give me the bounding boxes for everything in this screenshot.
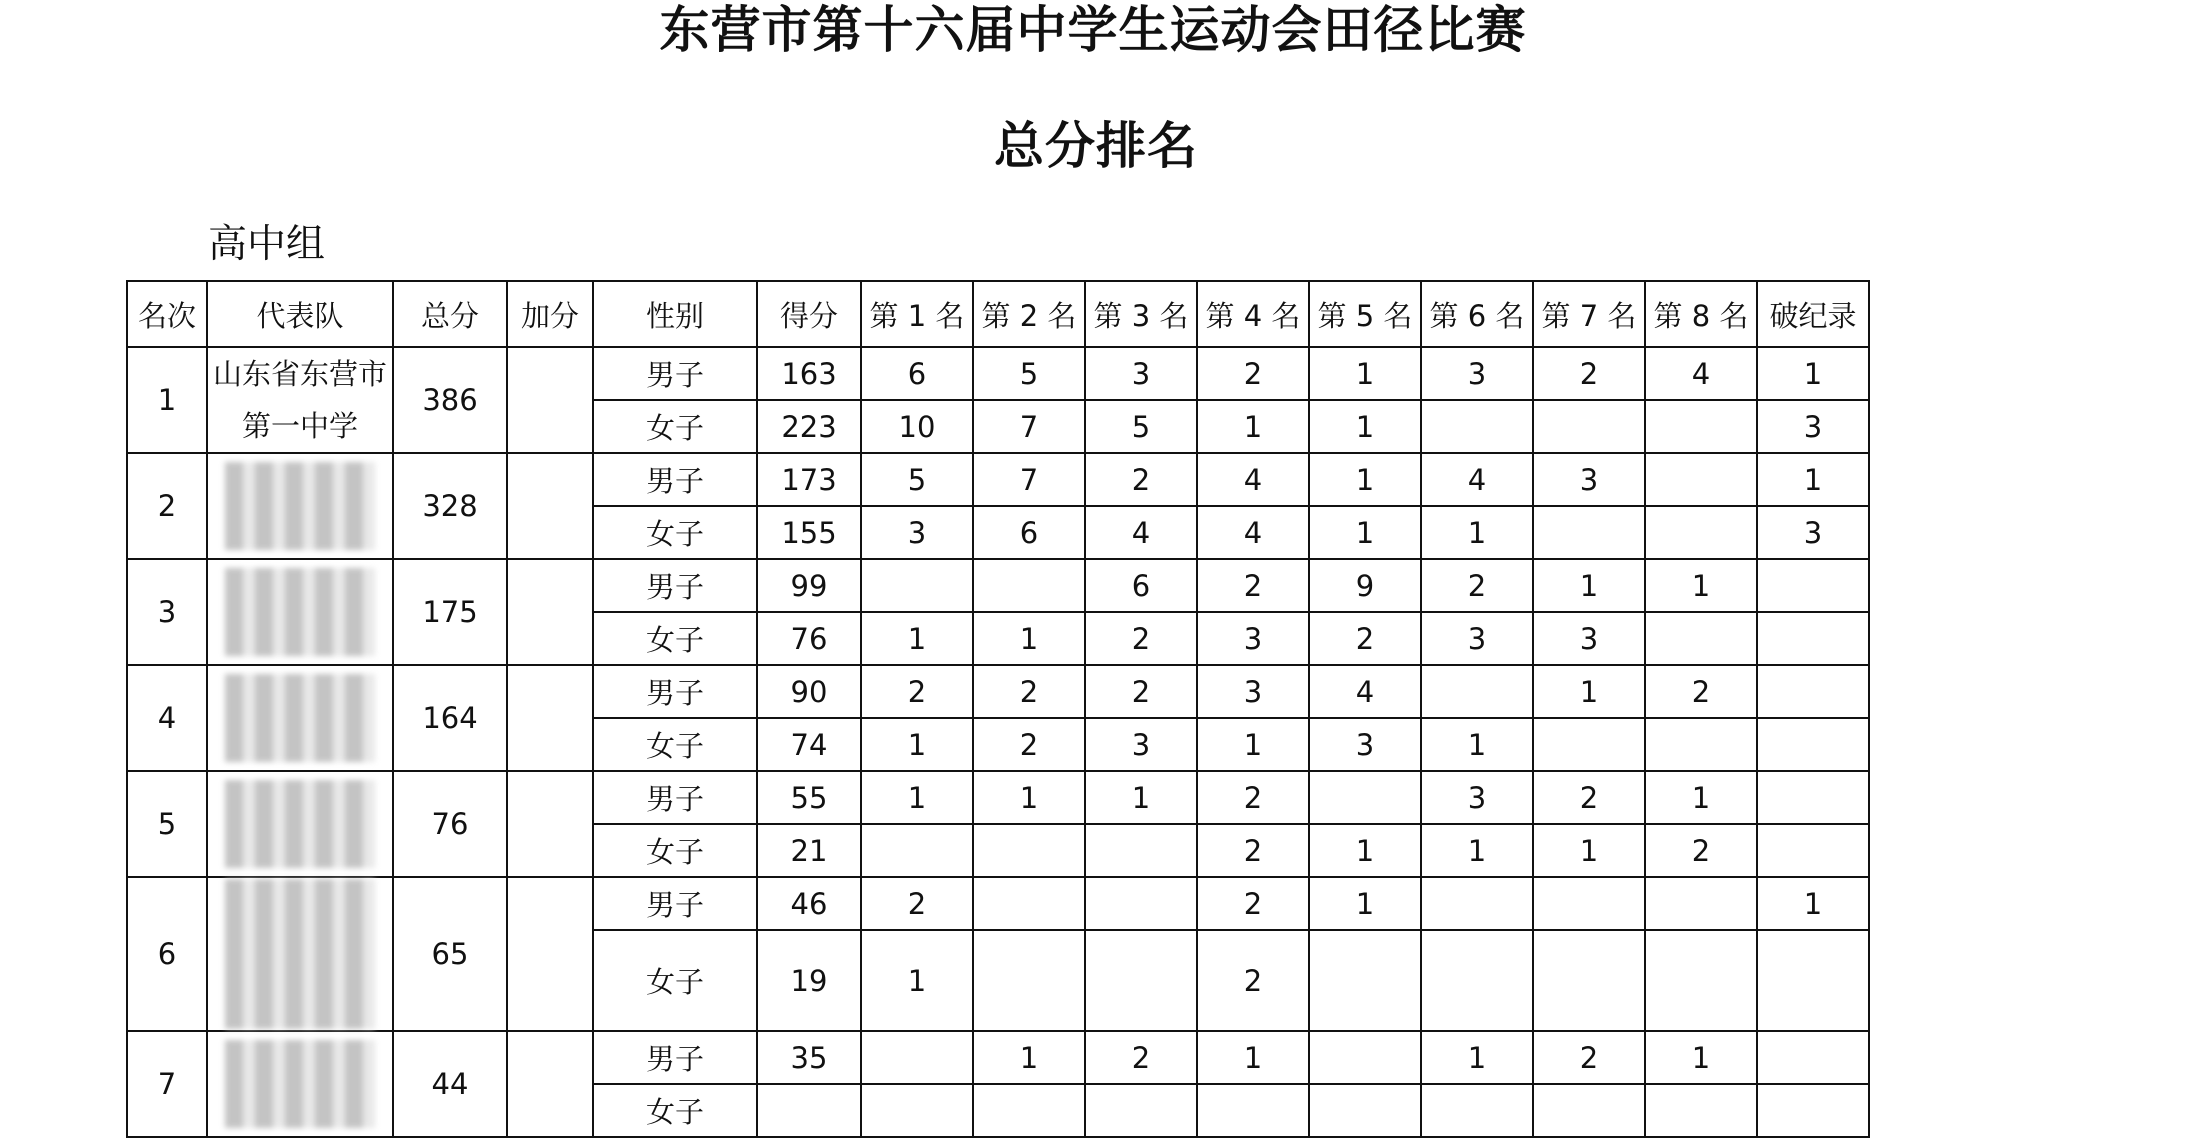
document-title: 东营市第十六届中学生运动会田径比赛 [659,1,1527,59]
place-2-cell [973,559,1085,612]
place-2-cell: 7 [973,400,1085,453]
place-4-cell: 2 [1197,824,1309,877]
place-4-cell: 2 [1197,347,1309,400]
place-4-cell: 2 [1197,930,1309,1031]
gender-cell: 女子 [593,1084,757,1137]
place-2-cell [973,1084,1085,1137]
place-2-cell [973,824,1085,877]
place-3-cell: 1 [1085,771,1197,824]
place-8-cell [1645,612,1757,665]
place-5-cell: 1 [1309,453,1421,506]
score-cell: 223 [757,400,861,453]
gender-cell: 男子 [593,771,757,824]
place-7-cell [1533,718,1645,771]
record-cell: 3 [1757,506,1869,559]
gender-cell: 女子 [593,930,757,1031]
place-8-cell [1645,877,1757,930]
redacted-team-name [225,462,375,550]
place-3-cell: 5 [1085,400,1197,453]
place-1-cell: 2 [861,665,973,718]
place-5-cell [1309,1031,1421,1084]
team-name-cell [207,559,393,665]
place-5-cell: 2 [1309,612,1421,665]
place-1-cell: 2 [861,877,973,930]
place-6-cell: 1 [1421,824,1533,877]
place-2-cell: 2 [973,665,1085,718]
gender-cell: 女子 [593,824,757,877]
place-1-cell [861,824,973,877]
team-name-cell [207,453,393,559]
place-6-cell: 3 [1421,771,1533,824]
gender-cell: 男子 [593,347,757,400]
place-8-cell [1645,400,1757,453]
bonus-cell [507,1031,593,1137]
place-7-cell [1533,506,1645,559]
record-cell [1757,718,1869,771]
score-cell: 21 [757,824,861,877]
place-2-cell: 1 [973,771,1085,824]
record-cell [1757,559,1869,612]
record-cell: 1 [1757,877,1869,930]
place-7-cell [1533,877,1645,930]
place-3-cell: 3 [1085,347,1197,400]
place-4-cell [1197,1084,1309,1137]
total-score-cell: 76 [393,771,507,877]
column-header: 第 3 名 [1085,281,1197,347]
table-row [127,453,1869,506]
place-3-cell [1085,1084,1197,1137]
rank-cell: 7 [127,1031,207,1137]
rank-cell: 3 [127,559,207,665]
rank-cell: 1 [127,347,207,453]
place-8-cell: 2 [1645,824,1757,877]
score-cell: 76 [757,612,861,665]
record-cell [1757,665,1869,718]
record-cell [1757,930,1869,1031]
column-header: 第 1 名 [861,281,973,347]
table-row [127,771,1869,824]
place-7-cell: 1 [1533,824,1645,877]
place-2-cell: 1 [973,1031,1085,1084]
team-name-cell [207,665,393,771]
bonus-cell [507,559,593,665]
column-header: 加分 [507,281,593,347]
bonus-cell [507,453,593,559]
place-8-cell: 1 [1645,559,1757,612]
team-name: 山东省东营市第一中学 [212,357,387,443]
place-1-cell: 1 [861,612,973,665]
place-3-cell [1085,930,1197,1031]
place-5-cell: 1 [1309,400,1421,453]
document-subtitle: 总分排名 [994,117,1198,175]
column-header: 破纪录 [1757,281,1869,347]
record-cell [1757,1084,1869,1137]
record-cell [1757,612,1869,665]
column-header: 第 7 名 [1533,281,1645,347]
place-5-cell: 9 [1309,559,1421,612]
place-2-cell [973,877,1085,930]
score-cell: 74 [757,718,861,771]
place-2-cell [973,930,1085,1031]
place-1-cell [861,1084,973,1137]
place-3-cell: 6 [1085,559,1197,612]
place-7-cell: 2 [1533,1031,1645,1084]
place-4-cell: 3 [1197,612,1309,665]
place-6-cell [1421,930,1533,1031]
place-7-cell [1533,400,1645,453]
place-8-cell [1645,1084,1757,1137]
place-5-cell: 3 [1309,718,1421,771]
total-score-cell: 164 [393,665,507,771]
score-cell: 99 [757,559,861,612]
total-score-cell: 175 [393,559,507,665]
place-7-cell [1533,1084,1645,1137]
group-label: 高中组 [208,222,326,267]
score-cell: 19 [757,930,861,1031]
column-header: 第 2 名 [973,281,1085,347]
record-cell [1757,824,1869,877]
place-5-cell [1309,930,1421,1031]
place-1-cell: 5 [861,453,973,506]
table-row [127,347,1869,400]
place-7-cell: 3 [1533,612,1645,665]
place-2-cell: 1 [973,612,1085,665]
place-3-cell [1085,824,1197,877]
record-cell [1757,1031,1869,1084]
place-1-cell [861,559,973,612]
bonus-cell [507,347,593,453]
place-8-cell [1645,506,1757,559]
score-cell [757,1084,861,1137]
gender-cell: 女子 [593,612,757,665]
place-8-cell: 1 [1645,771,1757,824]
rank-cell: 5 [127,771,207,877]
redacted-team-name [225,879,375,1029]
redacted-team-name [225,674,375,762]
place-3-cell: 4 [1085,506,1197,559]
place-8-cell: 1 [1645,1031,1757,1084]
score-cell: 55 [757,771,861,824]
score-cell: 163 [757,347,861,400]
place-6-cell [1421,665,1533,718]
place-6-cell [1421,1084,1533,1137]
place-6-cell: 1 [1421,1031,1533,1084]
place-5-cell [1309,1084,1421,1137]
place-3-cell: 2 [1085,612,1197,665]
place-7-cell: 3 [1533,453,1645,506]
team-name-cell [207,347,393,453]
place-6-cell: 4 [1421,453,1533,506]
bonus-cell [507,877,593,1031]
place-6-cell: 2 [1421,559,1533,612]
place-6-cell [1421,400,1533,453]
gender-cell: 男子 [593,453,757,506]
total-score-cell: 386 [393,347,507,453]
table-header-row [127,281,1869,347]
table-row [127,559,1869,612]
place-2-cell: 7 [973,453,1085,506]
column-header: 第 6 名 [1421,281,1533,347]
place-7-cell: 1 [1533,665,1645,718]
team-name-cell [207,771,393,877]
place-7-cell [1533,930,1645,1031]
rank-cell: 4 [127,665,207,771]
redacted-team-name [225,780,375,868]
place-3-cell: 2 [1085,665,1197,718]
place-4-cell: 4 [1197,506,1309,559]
place-4-cell: 2 [1197,771,1309,824]
place-5-cell: 1 [1309,506,1421,559]
record-cell: 3 [1757,400,1869,453]
place-5-cell: 1 [1309,824,1421,877]
place-8-cell [1645,930,1757,1031]
gender-cell: 男子 [593,877,757,930]
place-4-cell: 1 [1197,1031,1309,1084]
total-score-cell: 328 [393,453,507,559]
place-8-cell: 4 [1645,347,1757,400]
gender-cell: 男子 [593,559,757,612]
score-cell: 35 [757,1031,861,1084]
rank-cell: 2 [127,453,207,559]
place-8-cell [1645,718,1757,771]
score-cell: 90 [757,665,861,718]
team-name-cell [207,1031,393,1137]
place-2-cell: 5 [973,347,1085,400]
record-cell [1757,771,1869,824]
column-header: 第 5 名 [1309,281,1421,347]
redacted-team-name [225,568,375,656]
table-row [127,1031,1869,1084]
place-5-cell: 4 [1309,665,1421,718]
score-cell: 46 [757,877,861,930]
place-7-cell: 2 [1533,771,1645,824]
place-4-cell: 2 [1197,559,1309,612]
place-5-cell: 1 [1309,347,1421,400]
place-6-cell: 3 [1421,612,1533,665]
place-6-cell: 3 [1421,347,1533,400]
table-row [127,665,1869,718]
column-header: 得分 [757,281,861,347]
place-4-cell: 1 [1197,400,1309,453]
place-1-cell: 6 [861,347,973,400]
place-1-cell: 10 [861,400,973,453]
table-body [127,347,1869,1137]
place-4-cell: 3 [1197,665,1309,718]
column-header: 第 4 名 [1197,281,1309,347]
place-1-cell: 1 [861,718,973,771]
column-header: 名次 [127,281,207,347]
score-cell: 173 [757,453,861,506]
place-7-cell: 1 [1533,559,1645,612]
team-name-cell [207,877,393,1031]
total-score-cell: 65 [393,877,507,1031]
place-7-cell: 2 [1533,347,1645,400]
column-header: 总分 [393,281,507,347]
place-3-cell: 3 [1085,718,1197,771]
place-3-cell [1085,877,1197,930]
column-header: 性别 [593,281,757,347]
gender-cell: 女子 [593,718,757,771]
gender-cell: 女子 [593,506,757,559]
ranking-table [126,280,1870,1138]
bonus-cell [507,665,593,771]
bonus-cell [507,771,593,877]
rank-cell: 6 [127,877,207,1031]
place-2-cell: 2 [973,718,1085,771]
redacted-team-name [225,1040,375,1128]
place-6-cell: 1 [1421,506,1533,559]
column-header: 第 8 名 [1645,281,1757,347]
record-cell: 1 [1757,347,1869,400]
place-1-cell: 1 [861,930,973,1031]
place-6-cell: 1 [1421,718,1533,771]
score-cell: 155 [757,506,861,559]
record-cell: 1 [1757,453,1869,506]
gender-cell: 男子 [593,1031,757,1084]
place-8-cell: 2 [1645,665,1757,718]
table-row [127,877,1869,930]
gender-cell: 女子 [593,400,757,453]
place-3-cell: 2 [1085,1031,1197,1084]
place-2-cell: 6 [973,506,1085,559]
place-1-cell: 3 [861,506,973,559]
place-4-cell: 1 [1197,718,1309,771]
place-4-cell: 2 [1197,877,1309,930]
place-3-cell: 2 [1085,453,1197,506]
place-8-cell [1645,453,1757,506]
place-5-cell: 1 [1309,877,1421,930]
place-1-cell: 1 [861,771,973,824]
place-5-cell [1309,771,1421,824]
column-header: 代表队 [207,281,393,347]
gender-cell: 男子 [593,665,757,718]
total-score-cell: 44 [393,1031,507,1137]
place-1-cell [861,1031,973,1084]
place-4-cell: 4 [1197,453,1309,506]
place-6-cell [1421,877,1533,930]
